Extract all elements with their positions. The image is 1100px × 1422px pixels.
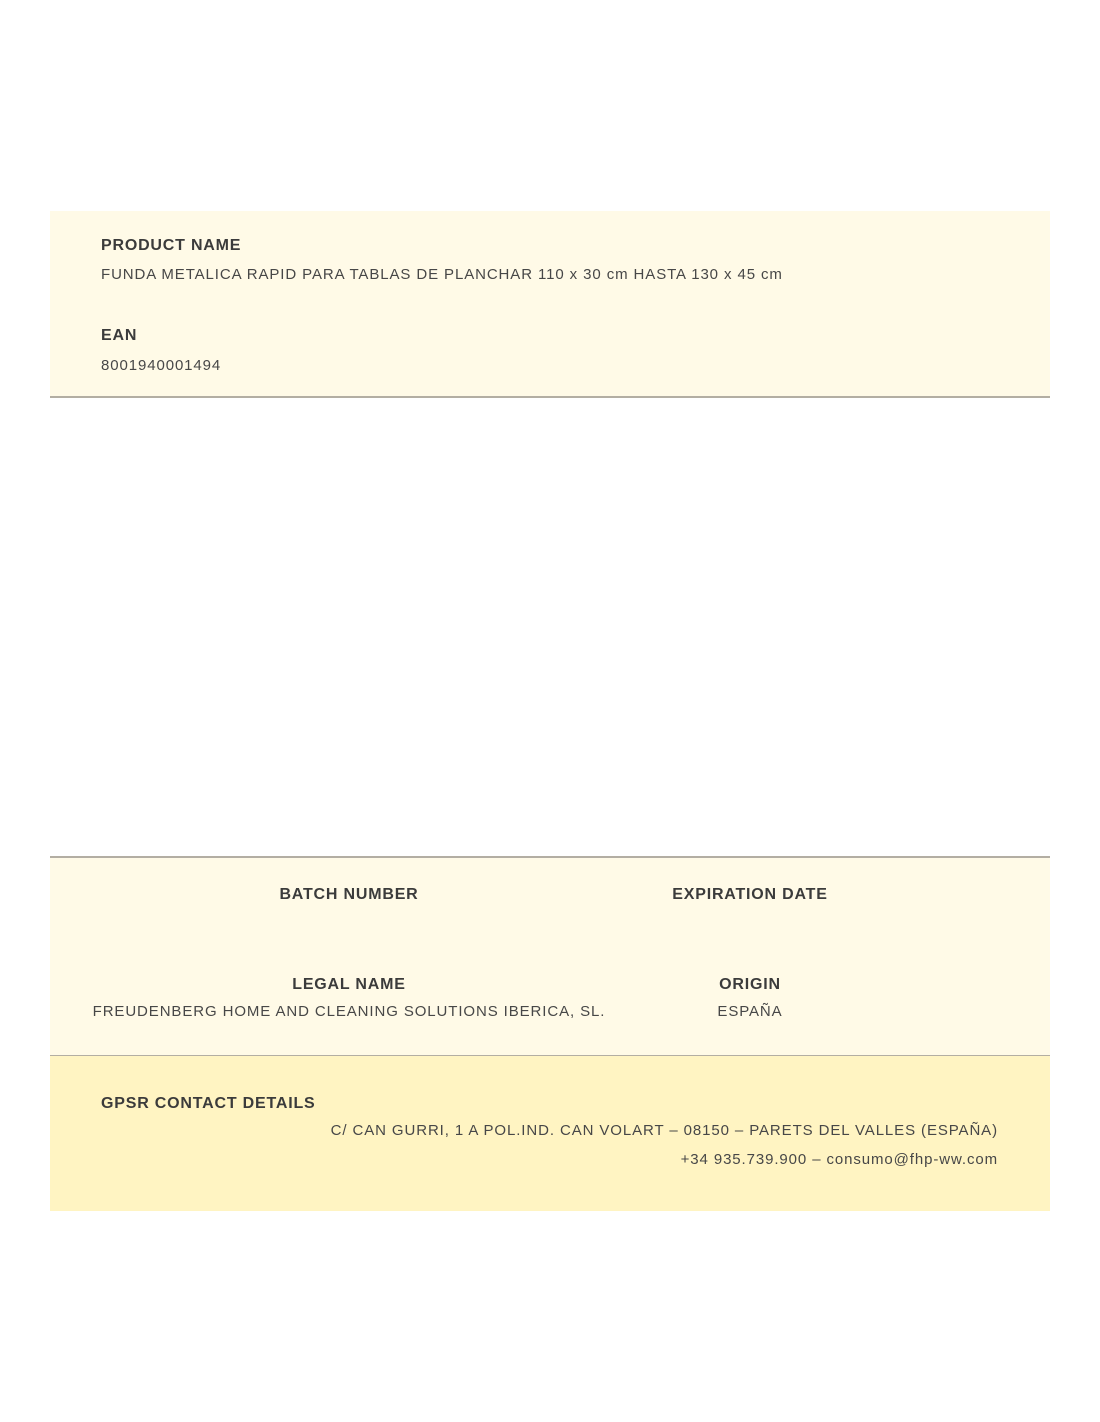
legal-name-label: LEGAL NAME	[292, 976, 406, 993]
product-name-value: FUNDA METALICA RAPID PARA TABLAS DE PLANCHAR 110 x 30 cm HASTA 130 x 45 cm	[101, 266, 783, 283]
gpsr-address: C/ CAN GURRI, 1 A POL.IND. CAN VOLART – 08150 – PARETS DEL VALLES (ESPAÑA)	[330, 1122, 998, 1139]
product-info-panel	[50, 211, 1050, 398]
product-name-label: PRODUCT NAME	[101, 237, 242, 254]
gpsr-contact-panel	[50, 1056, 1050, 1211]
expiration-date-field	[650, 886, 850, 904]
expiration-date-label: EXPIRATION DATE	[672, 886, 828, 903]
legal-name-field	[50, 976, 648, 1020]
gpsr-contact-label: GPSR CONTACT DETAILS	[101, 1095, 316, 1112]
origin-label: ORIGIN	[719, 976, 781, 993]
batch-legal-panel	[50, 856, 1050, 1057]
ean-label: EAN	[101, 327, 138, 344]
legal-name-value: FREUDENBERG HOME AND CLEANING SOLUTIONS IBERICA, SL.	[92, 1003, 606, 1020]
gpsr-phone-email: +34 935.739.900 – consumo@fhp-ww.com	[680, 1151, 998, 1168]
batch-number-field	[50, 886, 648, 904]
origin-value: ESPAÑA	[717, 1003, 783, 1020]
origin-field	[650, 976, 850, 1020]
ean-value: 8001940001494	[101, 357, 222, 374]
batch-number-label: BATCH NUMBER	[279, 886, 419, 903]
